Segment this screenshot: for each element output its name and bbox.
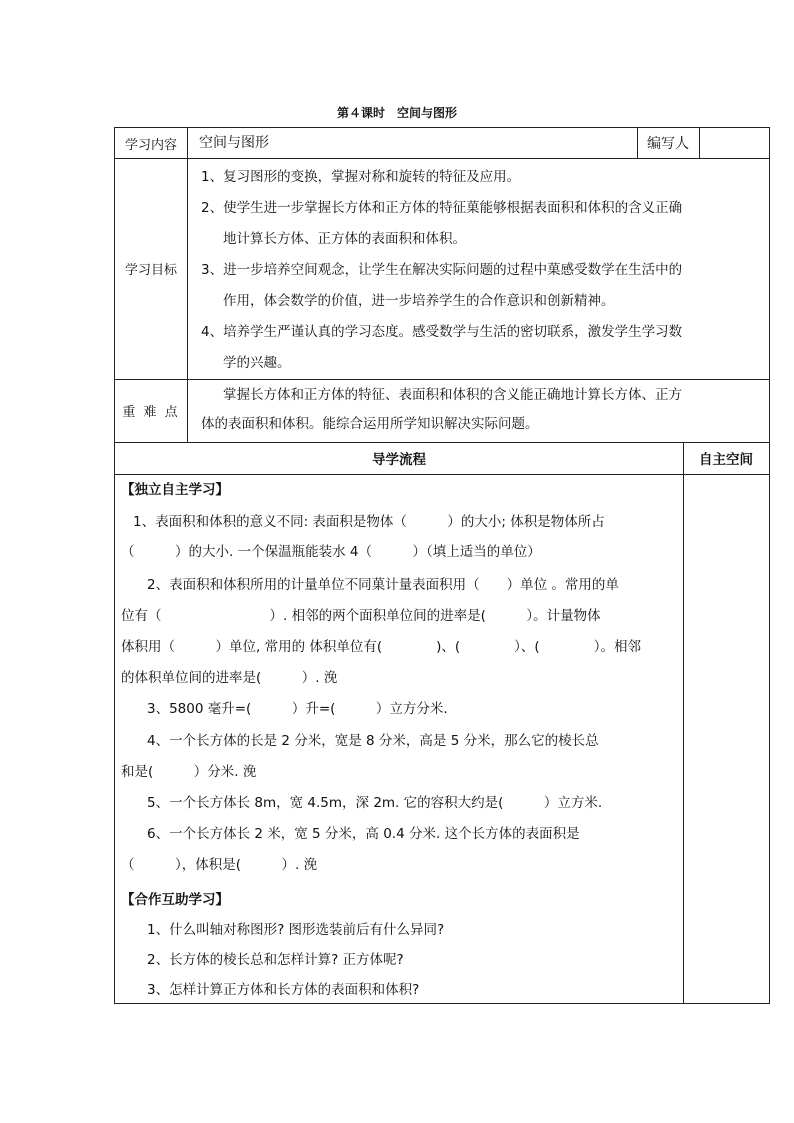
question-line: （ ），体积是( ）. 浼 — [121, 857, 318, 873]
question-line: 和是( ）分米. 浼 — [121, 764, 257, 780]
question-line: 2、长方体的棱长总和怎样计算? 正方体呢? — [147, 952, 404, 968]
col-divider — [187, 128, 188, 442]
row-divider — [115, 158, 769, 159]
section-title: 【独立自主学习】 — [121, 482, 229, 498]
difficulty-label: 重 难 点 — [122, 405, 180, 420]
content-value: 空间与图形 — [199, 135, 269, 151]
question-line: 6、一个长方体长 2 米，宽 5 分米，高 0.4 分米. 这个长方体的表面积是 — [147, 826, 580, 842]
flow-header: 导学流程 — [372, 452, 426, 468]
section-title: 【合作互助学习】 — [121, 892, 229, 908]
question-line: 1、什么叫轴对称图形? 图形选装前后有什么异同? — [147, 922, 445, 938]
question-line: 3、怎样计算正方体和长方体的表面积和体积? — [147, 982, 420, 998]
question-line: 3、5800 毫升=( ）升=( ）立方分米. — [147, 701, 448, 717]
author-label: 编写人 — [647, 136, 689, 152]
goal-line: 3、进一步培养空间观念，让学生在解决实际问题的过程中菓感受数学在生活中的 — [201, 262, 683, 278]
space-header: 自主空间 — [699, 452, 753, 468]
goal-line: 作用，体会数学的价值，进一步培养学生的合作意识和创新精神。 — [223, 293, 615, 309]
goal-line: 4、培养学生严谨认真的学习态度。感受数学与生活的密切联系，激发学生学习数 — [201, 324, 683, 340]
question-line: 1、表面积和体积的意义不同: 表面积是物体（ ）的大小; 体积是物体所占 — [133, 514, 605, 530]
question-line: 的体积单位间的进率是( ）. 浼 — [121, 670, 338, 686]
content-label: 学习内容 — [124, 137, 177, 153]
question-line: 体积用（ ）单位, 常用的 体积单位有( )、( ）、( ）。相邻 — [121, 639, 641, 655]
col-divider — [683, 442, 684, 1003]
question-line: 4、一个长方体的长是 2 分米，宽是 8 分米，高是 5 分米，那么它的棱长总 — [147, 733, 599, 749]
goal-line: 地计算长方体、正方体的表面积和体积。 — [223, 231, 466, 247]
difficulty-line: 掌握长方体和正方体的特征、表面积和体积的含义能正确地计算长方体、正方 — [223, 387, 682, 403]
question-line: 5、一个长方体长 8m，宽 4.5m，深 2m. 它的容积大约是( ）立方米. — [147, 795, 603, 811]
col-divider — [699, 128, 700, 158]
difficulty-line: 体的表面积和体积。能综合运用所学知识解决实际问题。 — [201, 416, 539, 432]
goal-line: 2、使学生进一步掌握长方体和正方体的特征菓能够根据表面积和体积的含义正确 — [201, 200, 683, 216]
page-title: 第４课时 空间与图形 — [336, 106, 457, 120]
goal-line: 学的兴趣。 — [223, 355, 291, 371]
goal-line: 1、复习图形的变换，掌握对称和旋转的特征及应用。 — [201, 169, 521, 185]
question-line: 2、表面积和体积所用的计量单位不同菓计量表面积用（ ）单位 。常用的单 — [147, 577, 619, 593]
lesson-table — [114, 127, 770, 1004]
question-line: （ ）的大小. 一个保温瓶能装水 4（ ）（填上适当的单位） — [121, 544, 541, 560]
row-divider — [115, 474, 769, 475]
question-line: 位有（ ）. 相邻的两个面积单位间的进率是( ）。计量物体 — [121, 608, 601, 624]
goals-label: 学习目标 — [124, 263, 177, 278]
